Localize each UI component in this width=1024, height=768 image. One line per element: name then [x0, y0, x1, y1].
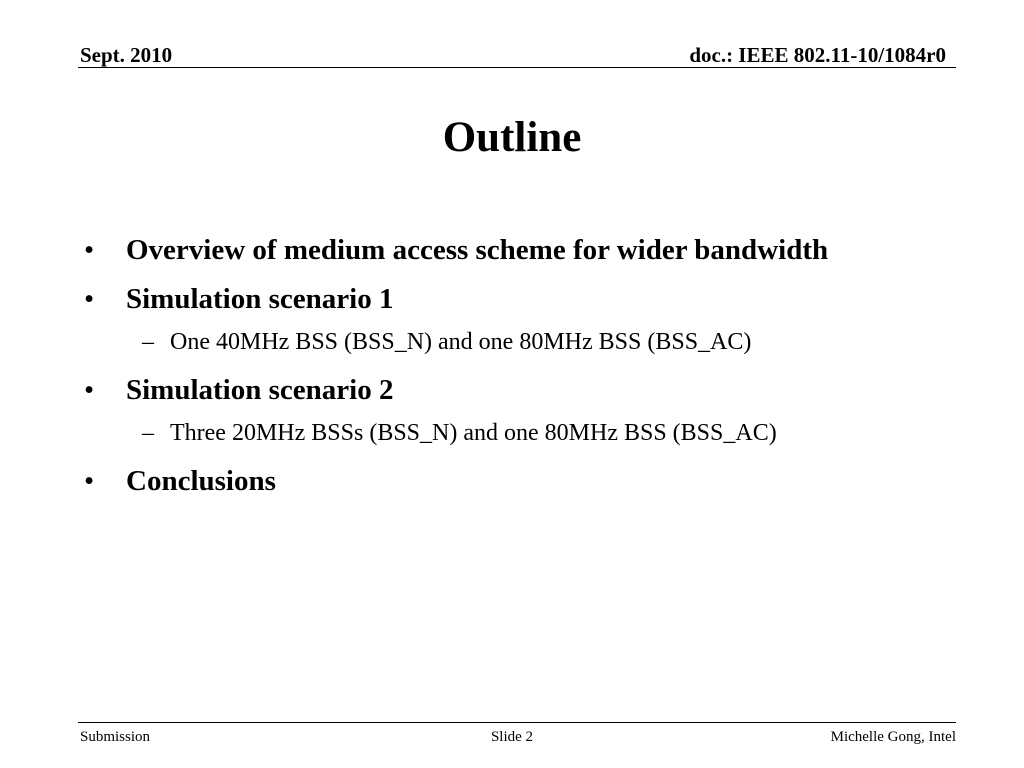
sub-bullet-scenario-2 [84, 417, 944, 449]
sub-bullet-marker: – [142, 329, 154, 355]
bullet-text: Conclusions [126, 465, 276, 497]
bullet-item-scenario-1 [84, 279, 944, 320]
sub-bullet-marker: – [142, 420, 154, 446]
bullet-text: Simulation scenario 2 [126, 374, 394, 406]
bullet-marker: • [84, 283, 95, 315]
bullet-item-conclusions [84, 461, 944, 502]
header-date: Sept. 2010 [80, 43, 173, 67]
footer-author: Michelle Gong, Intel [830, 729, 956, 745]
bullet-text: Simulation scenario 1 [126, 283, 394, 315]
sub-bullet-text: One 40MHz BSS (BSS_N) and one 80MHz BSS (BSS_AC) [170, 329, 752, 355]
sub-bullet-text: Three 20MHz BSSs (BSS_N) and one 80MHz BSS (BSS_AC) [170, 420, 777, 446]
bullet-text: Overview of medium access scheme for wider bandwidth [126, 234, 829, 266]
bullet-marker: • [84, 234, 95, 266]
slide-title: Outline [442, 114, 582, 161]
footer-slide-number: Slide 2 [490, 729, 534, 745]
footer-submission: Submission [80, 729, 151, 745]
sub-bullet-scenario-1 [84, 326, 944, 358]
header-divider [78, 67, 956, 68]
bullet-item-scenario-2 [84, 370, 944, 411]
bullet-item-overview [84, 230, 944, 271]
bullet-marker: • [84, 374, 95, 406]
footer-divider [78, 722, 956, 723]
bullet-list [84, 230, 944, 510]
header-doc-id: doc.: IEEE 802.11-10/1084r0 [689, 43, 946, 67]
bullet-marker: • [84, 465, 95, 497]
